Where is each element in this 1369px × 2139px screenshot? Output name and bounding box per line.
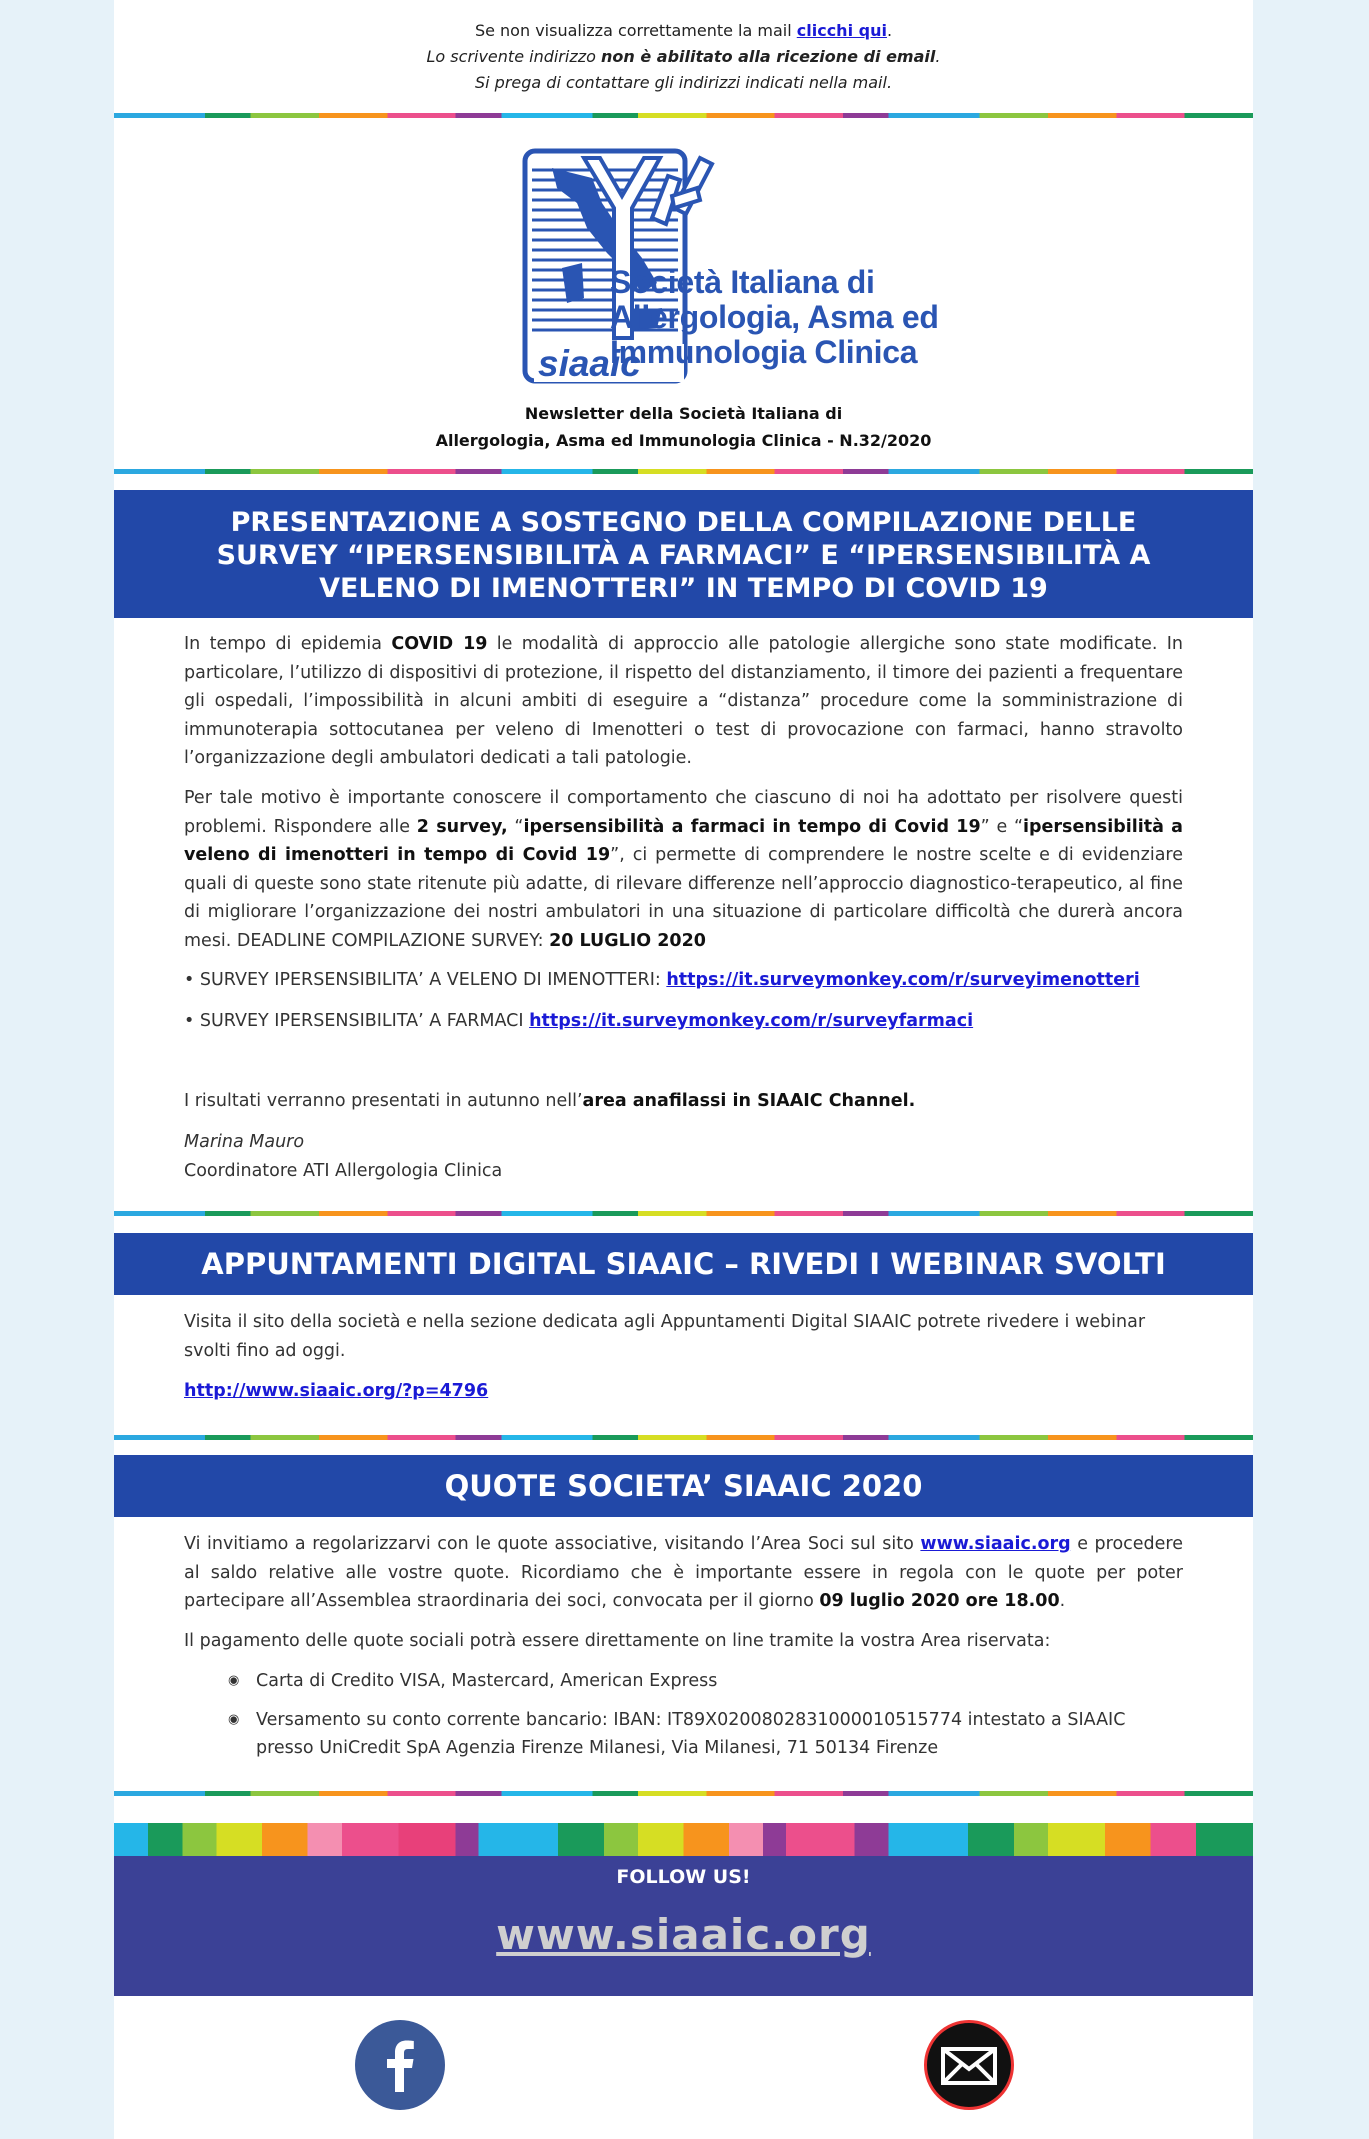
color-blocks-banner [114,1823,1253,1856]
footer-site-link[interactable]: www.siaaic.org [496,1910,871,1959]
text: e procedere al saldo relative alle vostre quote. Ricordiamo che è importante essere in regola con le quote per poter partecipare all’Assemblea straordinaria dei soci, convocata per il giorno [184,1534,1184,1611]
webinar-link[interactable]: http://www.siaaic.org/?p=4796 [184,1381,489,1401]
signature-role: Coordinatore ATI Allergologia Clinica [184,1160,503,1181]
list-item: ◉ Versamento su conto corrente bancario: IBAN: IT89X0200802831000010515774 intestato a SIAAIC presso UniCredit SpA Agenzia Firenze Milanesi, Via Milanesi, 71 50134 Firenze [184,1706,1183,1763]
text: ”, ci permette di comprendere le nostre scelte e di evidenziare quali di queste sono state ritenute più adatte, di rilevare differenze nell’approccio diagnostico-terapeutico, al fine di migliorare l’organizzazione dei nostri ambulatori in una situazione di particolare difficoltà che durerà ancora mesi. DEADLINE COMPILAZIONE SURVEY: [184,845,1183,951]
siaaic-site-link[interactable]: www.siaaic.org [920,1534,1071,1554]
signature [184,1128,1183,1185]
survey-bullet-1 [184,966,1183,995]
bold-text: 2 survey, [416,816,508,837]
text: le modalità di approccio alle patologie allergiche sono state modificate. In particolare, l’utilizzo di dispositivi di protezione, il rispetto del distanziamento, il timore dei pazienti a frequentare gli ospedali, l’impossibilità in alcuni ambiti di eseguire a “distanza” procedure come la somministrazione di immunoterapia sottocutanea per veleno di Imenotteri o test di provocazione con farmaci, hanno stravolto l’organizzazione degli ambulatori dedicati a tali patologie. [184,634,1184,768]
bullet-label: • SURVEY IPERSENSIBILITA’ A FARMACI [184,1011,530,1031]
title-line: PRESENTAZIONE A SOSTEGNO DELLA COMPILAZIONE DELLE [230,507,1137,538]
payment-list-wrap [184,1667,1183,1773]
mail-icon [927,2023,1011,2107]
quote-paragraph-1 [184,1530,1183,1616]
email-button[interactable] [924,2020,1014,2110]
text: Per tale motivo è importante conoscere il comportamento che ciascuno di noi ha adottato per risolvere questi problemi. Rispondere alle [184,788,1183,837]
follow-us-label: FOLLOW US! [616,1866,751,1888]
color-divider [114,1435,1253,1440]
text: ” e “ [980,816,1024,837]
text: “ [507,816,524,837]
signature-name: Marina Mauro [184,1132,305,1152]
logo-wordmark: siaaic [538,343,641,384]
bold-text: COVID 19 [391,634,488,654]
preheader [114,18,1253,96]
caption-line: Allergologia, Asma ed Immunologia Clinica - N.32/2020 [435,431,932,450]
survey-imenotteri-link[interactable]: https://it.surveymonkey.com/r/surveyimenotteri [666,970,1140,990]
webinar-link-row [184,1377,1183,1406]
survey-paragraph-1 [184,630,1183,773]
preheader-text: . [935,47,941,66]
color-divider [114,113,1253,118]
bullet-label: • SURVEY IPERSENSIBILITA’ A VELENO DI IMENOTTERI: [184,970,667,990]
follow-us-footer [114,1856,1253,1996]
facebook-button[interactable] [355,2020,445,2110]
title-line: VELENO DI IMENOTTERI” IN TEMPO DI COVID 19 [319,573,1048,604]
webinar-text: Visita il sito della società e nella sezione dedicata agli Appuntamenti Digital SIAAIC potrete rivedere i webinar svolti fino ad oggi. [184,1312,1146,1361]
logo-title-line: Società Italiana di [610,264,875,300]
bold-text: area anafilassi in SIAAIC Channel. [582,1091,916,1111]
preheader-line-2 [114,44,1253,70]
title-line: SURVEY “IPERSENSIBILITÀ A FARMACI” E “IPERSENSIBILITÀ A [216,540,1151,571]
email-container [114,0,1253,2139]
color-divider [114,1211,1253,1216]
logo-title [610,265,939,370]
caption-line: Newsletter della Società Italiana di [524,404,843,423]
webinar-section-title: APPUNTAMENTI DIGITAL SIAAIC – RIVEDI I WEBINAR SVOLTI [114,1233,1253,1295]
survey-paragraph-2 [184,784,1183,955]
logo-title-line: Immunologia Clinica [610,334,918,370]
preheader-bold: non è abilitato alla ricezione di email [601,47,936,66]
text: Vi invitiamo a regolarizzarvi con le quote associative, visitando l’Area Soci sul sito [184,1534,921,1554]
payment-list [184,1667,1183,1763]
assembly-date: 09 luglio 2020 ore 18.00 [819,1591,1060,1611]
newsletter-caption [114,400,1253,454]
survey-bullet-2 [184,1007,1183,1036]
text: In tempo di epidemia [184,634,392,654]
color-divider [114,469,1253,474]
logo-title-line: Allergologia, Asma ed [610,299,939,335]
color-divider [114,1791,1253,1796]
survey-results [184,1087,1183,1116]
text: I risultati verranno presentati in autunno nell’ [184,1091,583,1111]
quote-paragraph-2: Il pagamento delle quote sociali potrà essere direttamente on line tramite la vostra Area riservata: [184,1631,1051,1651]
survey-section-title [114,490,1253,618]
bold-text: ipersensibilità a veleno di imenotteri in tempo di Covid 19 [184,816,1183,865]
deadline-date: 20 LUGLIO 2020 [549,930,706,951]
facebook-icon [355,2020,445,2110]
preheader-line-3: Si prega di contattare gli indirizzi indicati nella mail. [474,73,893,92]
survey-farmaci-link[interactable]: https://it.surveymonkey.com/r/surveyfarmaci [529,1011,974,1031]
preheader-line-1 [114,18,1253,44]
bold-text: ipersensibilità a farmaci in tempo di Covid 19 [523,816,981,837]
quote-section-title: QUOTE SOCIETA’ SIAAIC 2020 [114,1455,1253,1517]
list-item: ◉ Carta di Credito VISA, Mastercard, American Express [184,1667,1183,1696]
preheader-text: Se non visualizza correttamente la mail [474,21,797,40]
preheader-text: . [886,21,893,40]
view-online-link[interactable]: clicchi qui [796,21,887,40]
text: . [1059,1591,1066,1611]
preheader-text: Lo scrivente indirizzo [426,47,601,66]
